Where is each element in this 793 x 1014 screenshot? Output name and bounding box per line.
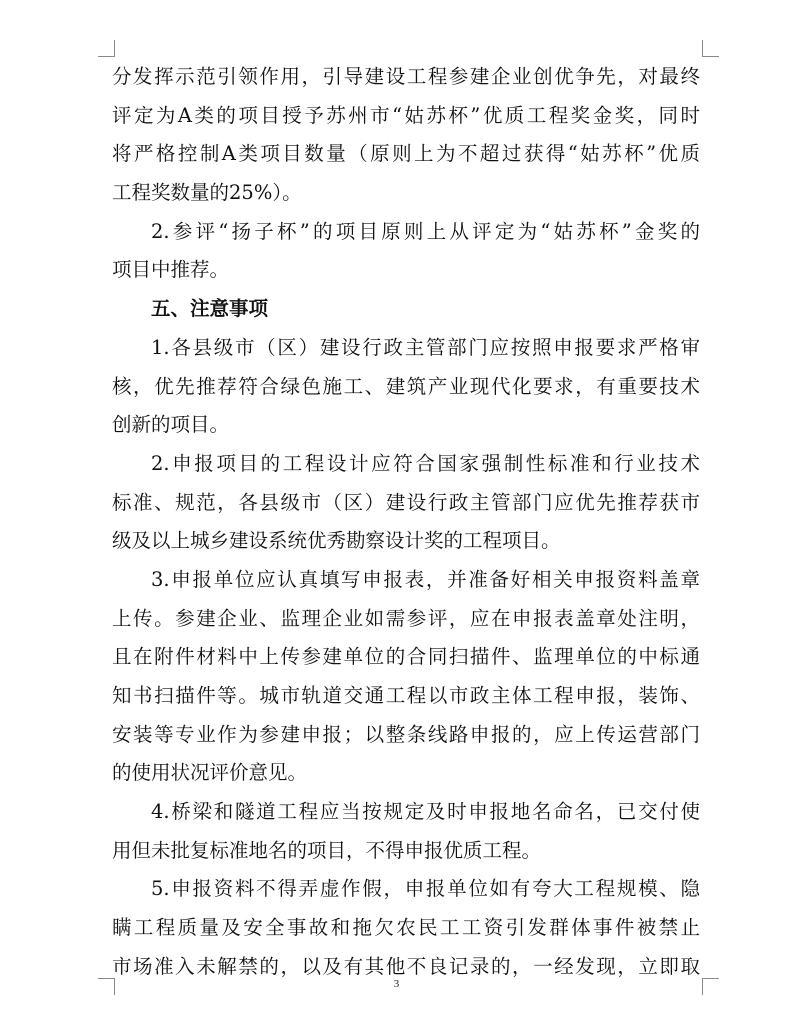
- text-line: 级及以上城乡建设系统优秀勘察设计奖的工程项目。: [112, 529, 561, 553]
- document-body: [112, 58, 700, 987]
- text-line: 项目中推荐。: [112, 258, 230, 282]
- text-line: 市场准入未解禁的，以及有其他不良记录的，一经发现，立即取: [112, 954, 700, 978]
- text-line: 且在附件材料中上传参建单位的合同扫描件、监理单位的中标通: [112, 645, 700, 669]
- text-line: 瞒工程质量及安全事故和拖欠农民工工资引发群体事件被禁止: [112, 916, 700, 940]
- crop-mark-top-right: [702, 40, 719, 57]
- text-line: 分发挥示范引领作用，引导建设工程参建企业创优争先，对最终: [112, 65, 700, 88]
- crop-mark-top-left: [98, 40, 115, 57]
- text-line: 安装等专业作为参建申报；以整条线路申报的，应上传运营部门: [112, 722, 700, 746]
- paragraph-item-2: 2.申报项目的工程设计应符合国家强制性标准和行业技术: [151, 451, 700, 475]
- text-line: 的使用状况评价意见。: [112, 761, 308, 785]
- text-line: 知书扫描件等。城市轨道交通工程以市政主体工程申报，装饰、: [112, 684, 700, 707]
- paragraph-item-2: 2.参评“扬子杯”的项目原则上从评定为“姑苏杯”金奖的: [151, 219, 700, 243]
- paragraph-item-3: 3.申报单位应认真填写申报表，并准备好相关申报资料盖章: [151, 567, 700, 591]
- text-line: 标准、规范，各县级市（区）建设行政主管部门应优先推荐获市: [112, 490, 700, 514]
- text-line: 创新的项目。: [112, 413, 230, 437]
- text-line: 用但未批复标准地名的项目，不得申报优质工程。: [112, 838, 542, 862]
- paragraph-item-5: 5.申报资料不得弄虚作假，申报单位如有夸大工程规模、隐: [151, 877, 700, 901]
- page-number: 3: [393, 978, 400, 990]
- text-line: 上传。参建企业、监理企业如需参评，应在申报表盖章处注明，: [112, 606, 700, 630]
- text-line: 将严格控制A类项目数量（原则上为不超过获得“姑苏杯”优质: [112, 142, 700, 166]
- paragraph-item-1: 1.各县级市（区）建设行政主管部门应按照申报要求严格审: [151, 335, 700, 359]
- section-heading: 五、注意事项: [151, 297, 269, 321]
- text-line: 工程奖数量的25%）。: [112, 181, 302, 205]
- paragraph-item-4: 4.桥梁和隧道工程应当按规定及时申报地名命名，已交付使: [151, 800, 700, 824]
- text-line: 核，优先推荐符合绿色施工、建筑产业现代化要求，有重要技术: [112, 374, 700, 398]
- text-line: 评定为A类的项目授予苏州市“姑苏杯”优质工程奖金奖，同时: [112, 103, 700, 127]
